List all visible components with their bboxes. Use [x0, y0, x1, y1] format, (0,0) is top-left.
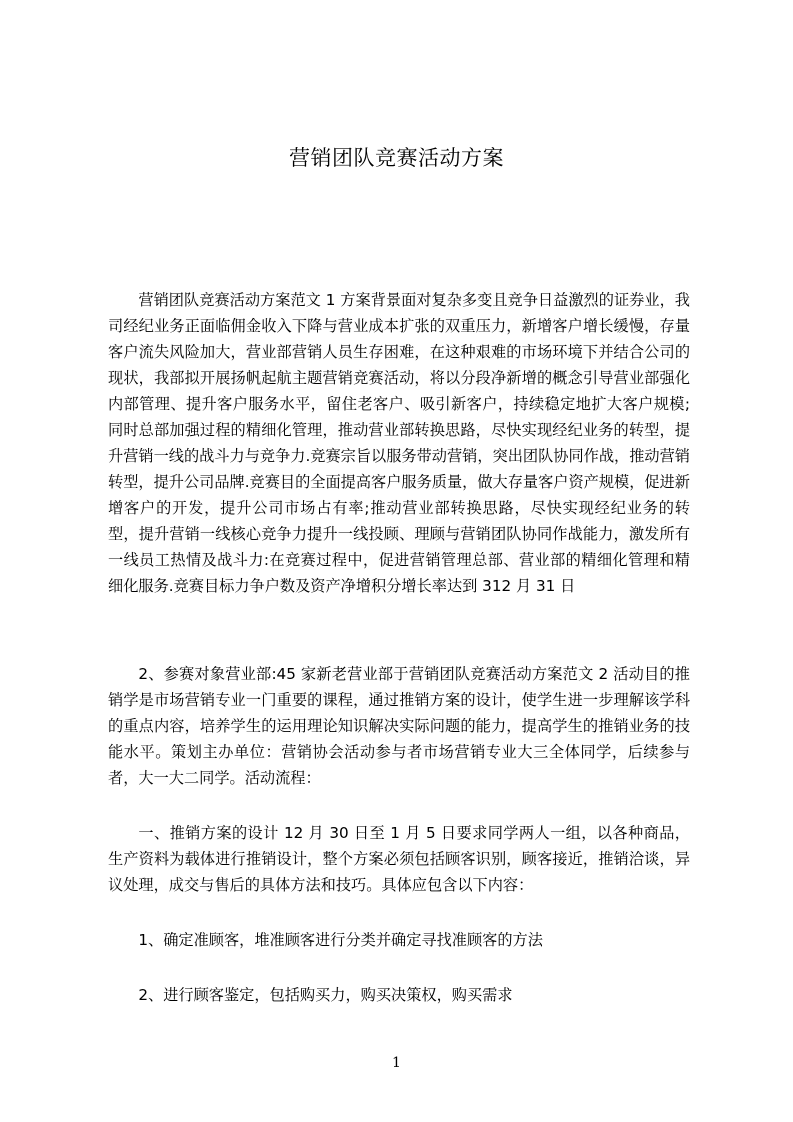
paragraph-background: 营销团队竞赛活动方案范文 1 方案背景面对复杂多变且竞争日益激烈的证券业，我司经纪业务正面临佣金收入下降与营业成本扩张的双重压力，新增客户增长缓慢，存量客户流失风险加大，营业部营销人员生存困难，在这种艰难的市场环境下并结合公司的现状，我部拟开展扬帆起航主题营销竞赛活动，将以分段净新增的概念引导营业部强化内部管理、提升客户服务水平，留住老客户、吸引新客户，持续稳定地扩大客户规模;同时总部加强过程的精细化管理，推动营业部转换思路，尽快实现经纪业务的转型，提升营销一线的战斗力与竞争力.竞赛宗旨以服务带动营销，突出团队协同作战，推动营销转型，提升公司品牌.竞赛目的全面提高客户服务质量，做大存量客户资产规模，促进新增客户的开发，提升公司市场占有率;推动营业部转换思路，尽快实现经纪业务的转型，提升营销一线核心竞争力提升一线投顾、理顾与营销团队协同作战能力，激发所有一线员工热情及战斗力:在竞赛过程中，促进营销管理总部、营业部的精细化管理和精细化服务.竞赛目标力争户数及资产净增积分增长率达到 312 月 31 日 [108, 291, 690, 595]
paragraph-plan-design: 一、推销方案的设计 12 月 30 日至 1 月 5 日要求同学两人一组，以各种商品，生产资料为载体进行推销设计，整个方案必须包括顾客识别，顾客接近，推销洽谈，异议处理，成交与售后的具体方法和技巧。具体应包含以下内容： [108, 824, 690, 894]
paragraph-item-2: 2、进行顾客鉴定，包括购买力，购买决策权，购买需求 [138, 986, 513, 1004]
page-title: 营销团队竞赛活动方案 [289, 146, 504, 170]
paragraph-participants: 2、参赛对象营业部:45 家新老营业部于营销团队竞赛活动方案范文 2 活动目的推销学是市场营销专业一门重要的课程，通过推销方案的设计，使学生进一步理解该学科的重点内容，培养学生的运用理论知识解决实际问题的能力，提高学生的推销业务的技能水平。策划主办单位：营销协会活动参与者市场营销专业大三全体同学，后续参与者，大一大二同学。活动流程： [108, 665, 690, 787]
page-number: 1 [392, 1055, 401, 1071]
paragraph-item-1: 1、确定准顾客，堆准顾客进行分类并确定寻找准顾客的方法 [138, 931, 543, 949]
